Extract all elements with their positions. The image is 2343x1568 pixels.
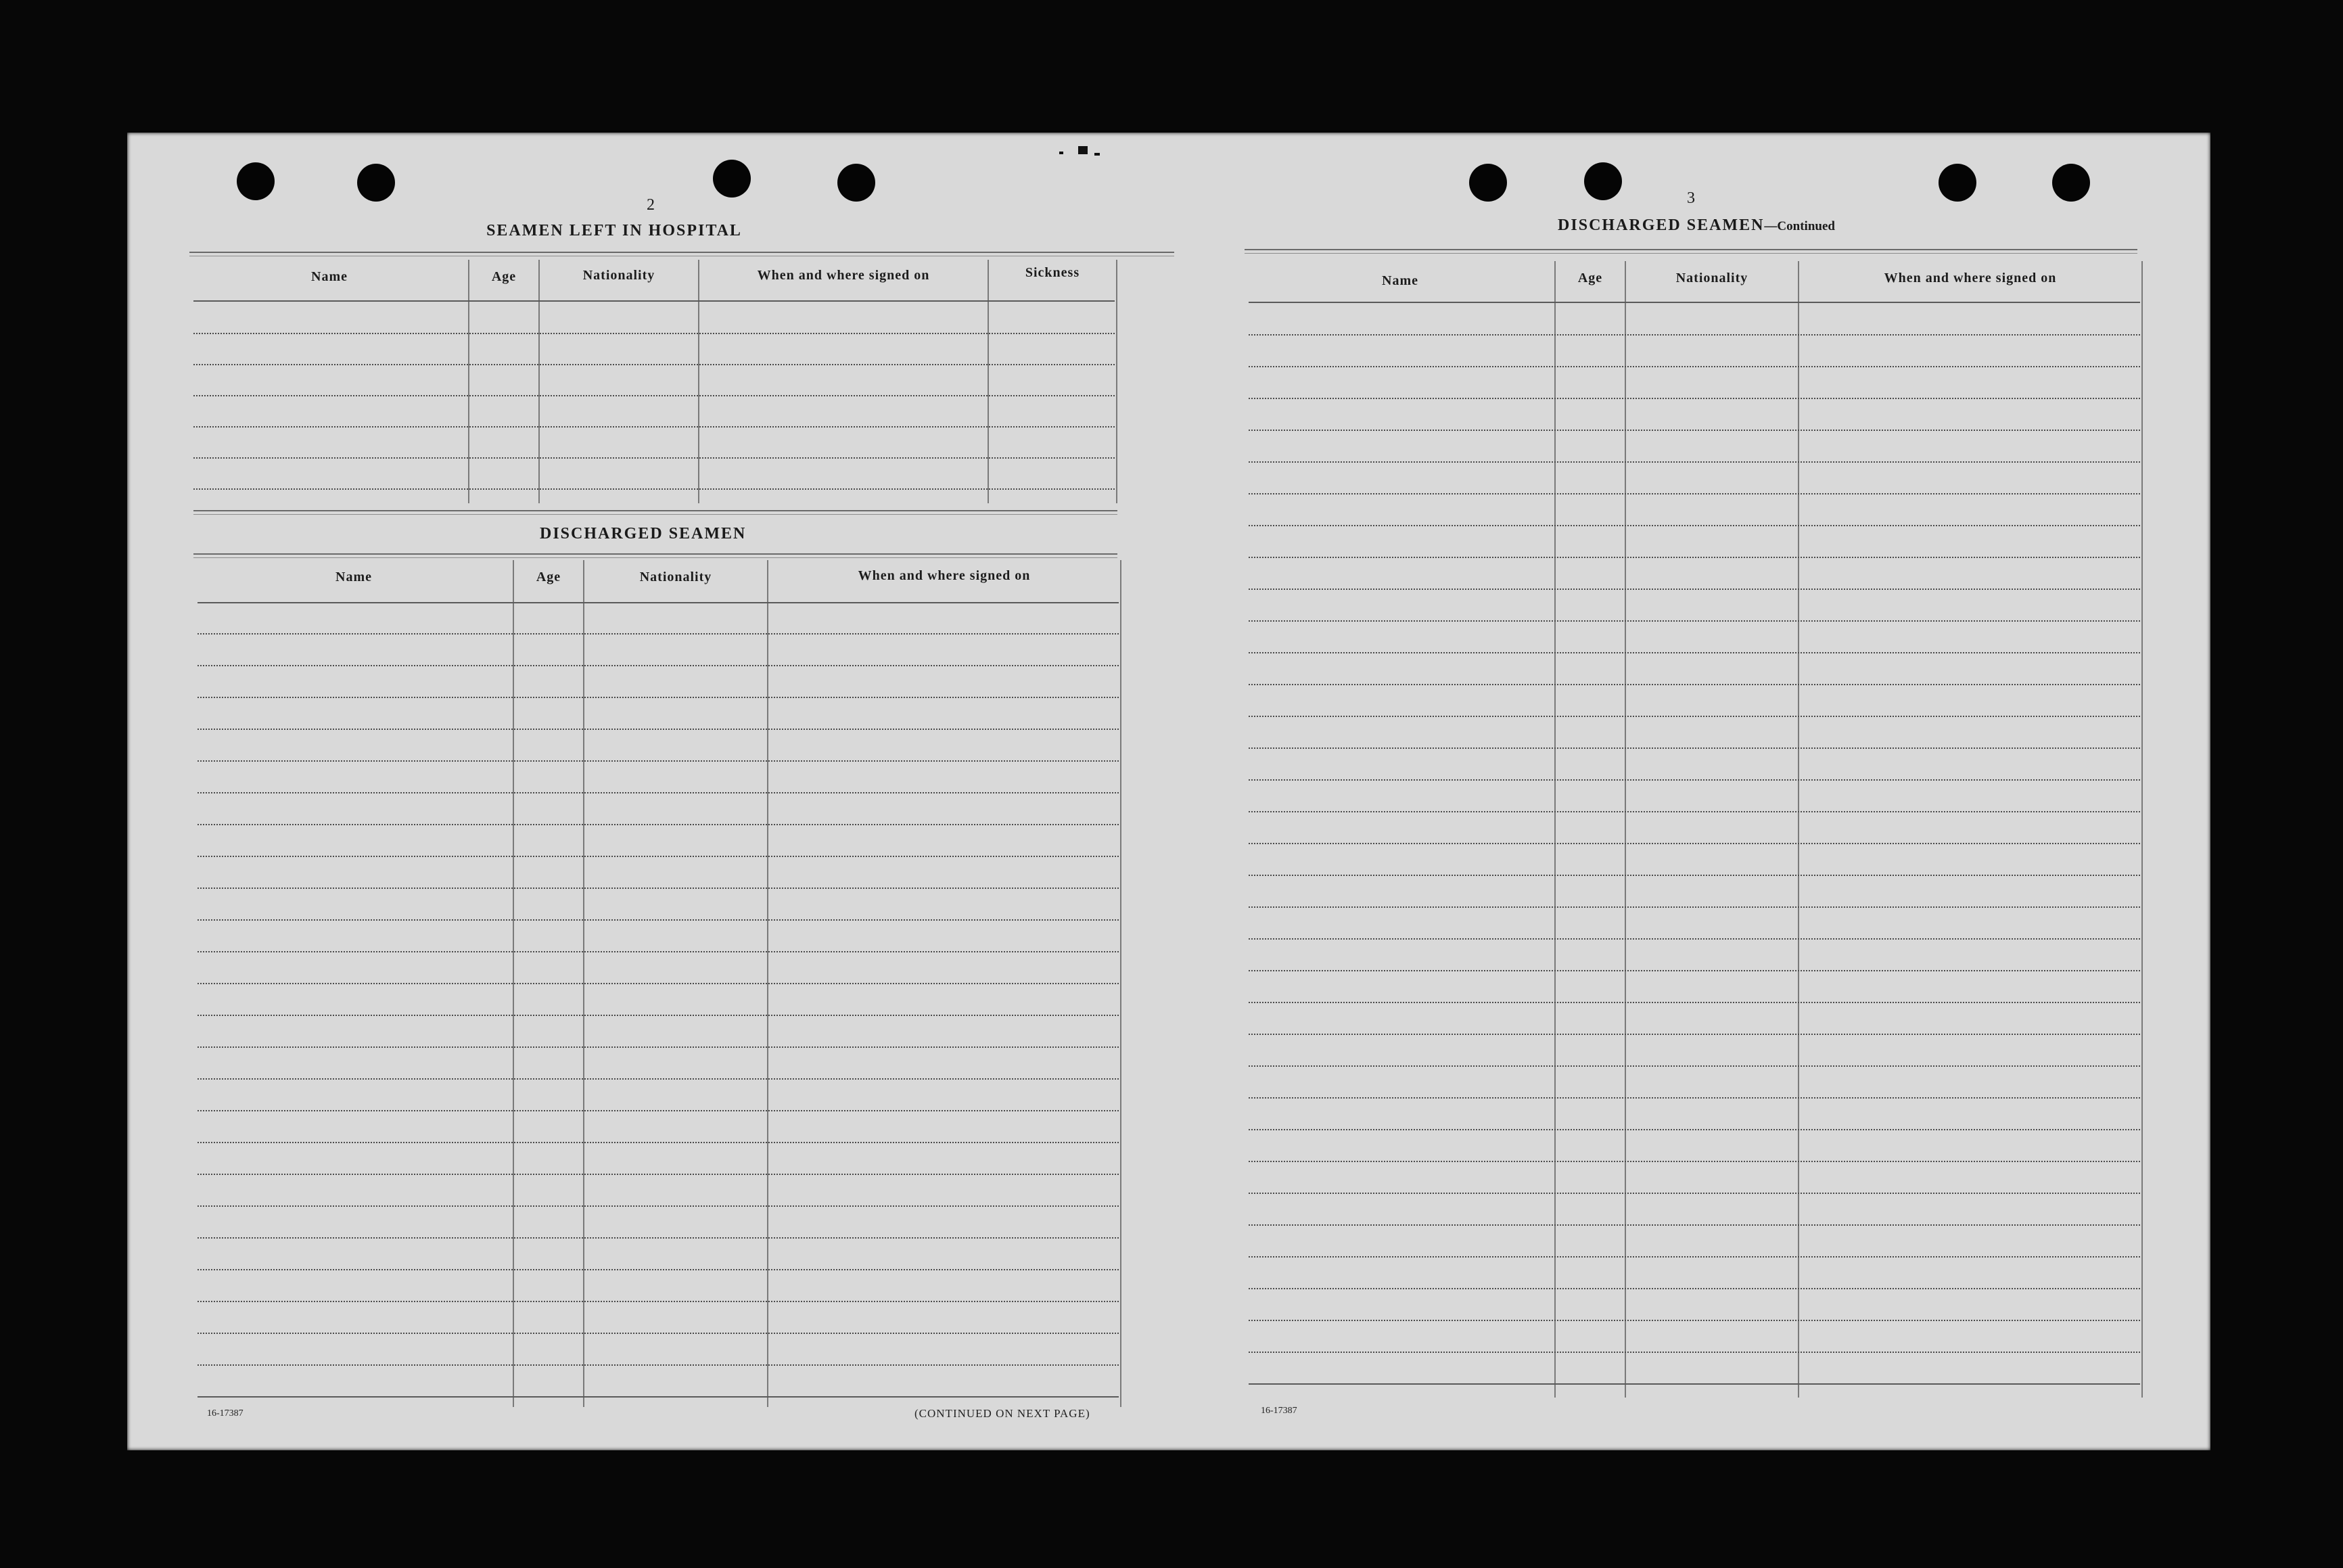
- entry-line: [1249, 875, 2140, 876]
- entry-line: [193, 457, 1115, 459]
- entry-line: [1249, 1352, 2140, 1353]
- punch-hole: [2052, 164, 2090, 202]
- entry-line: [1249, 1320, 2140, 1321]
- punch-hole: [1469, 164, 1507, 202]
- col-age: [1556, 261, 1626, 1398]
- page-number-left: 2: [647, 196, 655, 214]
- col-header-name: Name: [311, 269, 348, 284]
- col-sickness: [989, 260, 1117, 503]
- entry-line: [1249, 1288, 2140, 1289]
- entry-line: [198, 665, 1119, 666]
- col-nationality: [540, 260, 699, 503]
- entry-line: [1249, 1034, 2140, 1035]
- col-header-age: Age: [491, 269, 517, 284]
- entry-line: [1249, 1256, 2140, 1258]
- entry-line: [1249, 461, 2140, 463]
- col-header-nationality: Nationality: [1675, 271, 1748, 285]
- punch-hole: [237, 162, 275, 200]
- entry-line: [193, 488, 1115, 490]
- title-rule: [193, 553, 1117, 558]
- col-name: [1246, 261, 1556, 1398]
- paper-speck: [1094, 153, 1100, 156]
- hospital-section-title: SEAMEN LEFT IN HOSPITAL: [486, 222, 742, 239]
- entry-line: [1249, 906, 2140, 908]
- punch-hole: [837, 164, 875, 202]
- entry-line: [193, 333, 1115, 334]
- entry-line: [198, 856, 1119, 857]
- paper-speck: [1059, 152, 1063, 154]
- col-header-signed-on: When and where signed on: [1884, 271, 2057, 285]
- entry-line: [1249, 970, 2140, 971]
- entry-line: [198, 760, 1119, 762]
- entry-line: [198, 1364, 1119, 1366]
- entry-line: [1249, 843, 2140, 844]
- entry-line: [198, 633, 1119, 635]
- discharged-continued-title: [1480, 216, 1913, 235]
- form-number-left: 16-17387: [207, 1408, 243, 1419]
- entry-line: [1249, 811, 2140, 812]
- form-number-right: 16-17387: [1261, 1406, 1297, 1416]
- section-rule: [193, 510, 1117, 515]
- entry-line: [1249, 557, 2140, 558]
- entry-line: [1249, 779, 2140, 781]
- col-header-signed-on: When and where signed on: [858, 568, 1031, 583]
- entry-line: [198, 1269, 1119, 1270]
- entry-line: [1249, 398, 2140, 399]
- entry-line: [193, 426, 1115, 428]
- title-rule: [1245, 249, 2137, 254]
- col-nationality: [1626, 261, 1799, 1398]
- header-rule: [198, 602, 1119, 603]
- entry-line: [193, 364, 1115, 365]
- entry-line: [1249, 716, 2140, 717]
- entry-line: [198, 1142, 1119, 1143]
- hospital-table: [191, 260, 1117, 503]
- punch-hole: [1939, 164, 1976, 202]
- continued-suffix: —Continued: [1764, 219, 1835, 233]
- entry-line: [198, 1205, 1119, 1207]
- entry-line: [1249, 589, 2140, 590]
- entry-line: [1249, 525, 2140, 526]
- entry-line: [198, 697, 1119, 698]
- col-name: [191, 260, 469, 503]
- punch-hole: [713, 160, 751, 198]
- discharged-table: [195, 560, 1121, 1407]
- entry-line: [1249, 684, 2140, 685]
- entry-line: [198, 919, 1119, 921]
- col-header-nationality: Nationality: [582, 268, 655, 283]
- entry-line: [198, 1046, 1119, 1048]
- header-rule: [193, 300, 1115, 302]
- paper-speck: [1078, 146, 1088, 154]
- entry-line: [1249, 334, 2140, 336]
- punch-hole: [357, 164, 395, 202]
- entry-line: [198, 1333, 1119, 1334]
- discharged-continued-title-text: DISCHARGED SEAMEN: [1558, 216, 1765, 234]
- entry-line: [198, 1301, 1119, 1302]
- entry-line: [198, 824, 1119, 825]
- col-signed-on: [699, 260, 989, 503]
- col-header-name: Name: [335, 570, 372, 584]
- entry-line: [1249, 1097, 2140, 1099]
- entry-line: [198, 1237, 1119, 1239]
- form-sheet: [127, 133, 2210, 1450]
- col-header-nationality: Nationality: [639, 570, 712, 584]
- col-age: [469, 260, 540, 503]
- entry-line: [1249, 1224, 2140, 1226]
- col-header-sickness: Sickness: [1025, 265, 1080, 280]
- discharged-continued-table: [1246, 261, 2143, 1398]
- entry-line: [1249, 1129, 2140, 1130]
- discharged-section-title: DISCHARGED SEAMEN: [540, 525, 747, 543]
- entry-line: [1249, 493, 2140, 494]
- entry-line: [198, 1174, 1119, 1175]
- header-rule: [1249, 302, 2140, 303]
- entry-line: [198, 983, 1119, 984]
- entry-line: [198, 1110, 1119, 1111]
- col-header-name: Name: [1382, 273, 1418, 288]
- entry-line: [1249, 430, 2140, 431]
- entry-line: [1249, 1065, 2140, 1067]
- entry-line: [198, 729, 1119, 730]
- page-number-right: 3: [1687, 189, 1695, 207]
- punch-hole: [1584, 162, 1622, 200]
- entry-line: [1249, 747, 2140, 749]
- entry-line: [198, 1396, 1119, 1398]
- col-header-age: Age: [536, 570, 561, 584]
- entry-line: [198, 1015, 1119, 1016]
- continued-note: (CONTINUED ON NEXT PAGE): [914, 1407, 1090, 1420]
- entry-line: [1249, 938, 2140, 940]
- entry-line: [198, 951, 1119, 952]
- col-header-signed-on: When and where signed on: [757, 268, 930, 283]
- title-rule: [189, 252, 1174, 256]
- entry-line: [1249, 1002, 2140, 1003]
- col-signed-on: [1799, 261, 2143, 1398]
- entry-line: [1249, 652, 2140, 653]
- entry-line: [1249, 1161, 2140, 1162]
- entry-line: [1249, 620, 2140, 622]
- entry-line: [193, 395, 1115, 396]
- entry-line: [198, 792, 1119, 793]
- entry-line: [1249, 1383, 2140, 1385]
- entry-line: [1249, 366, 2140, 367]
- col-header-age: Age: [1577, 271, 1603, 285]
- entry-line: [198, 887, 1119, 889]
- entry-line: [198, 1078, 1119, 1080]
- entry-line: [1249, 1193, 2140, 1194]
